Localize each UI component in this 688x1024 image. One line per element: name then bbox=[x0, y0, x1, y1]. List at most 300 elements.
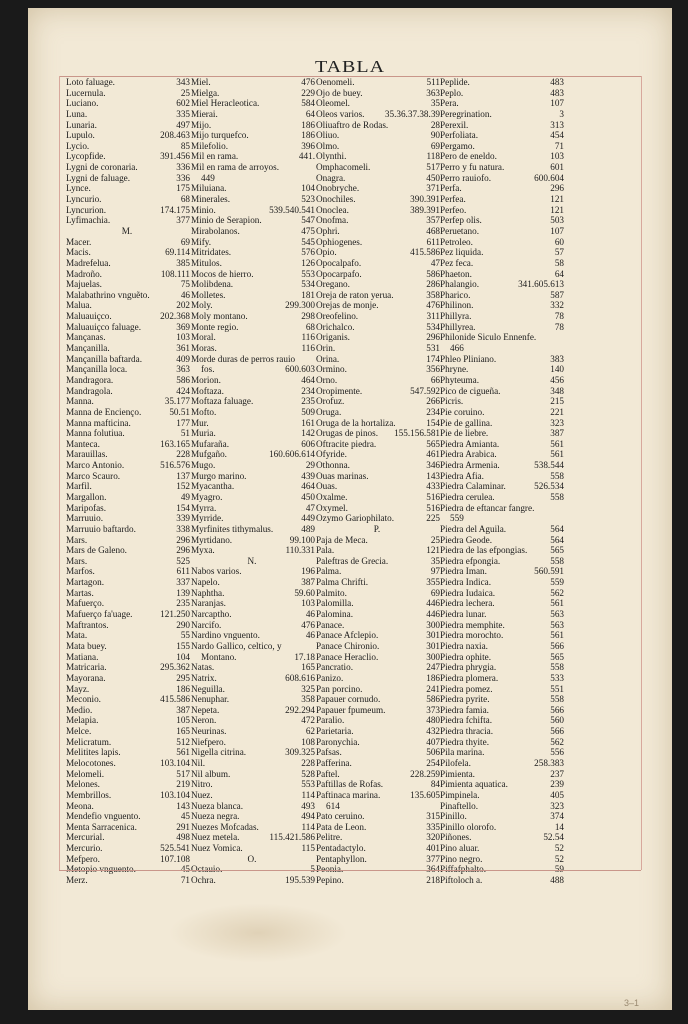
entry-term: Mitridates. bbox=[191, 247, 232, 258]
entry-page-ref: 186 bbox=[176, 683, 190, 694]
entry-page-ref: 228 bbox=[301, 758, 315, 768]
index-entry bbox=[66, 290, 190, 301]
entry-page-ref: 566 bbox=[550, 640, 564, 651]
entry-page-ref: 538.544 bbox=[534, 460, 564, 471]
index-entry bbox=[440, 120, 564, 131]
index-entry bbox=[66, 747, 190, 758]
index-entry bbox=[316, 460, 440, 471]
entry-page-ref: 14 bbox=[554, 821, 564, 832]
entry-page-ref: 139 bbox=[176, 587, 190, 598]
entry-term: Mierai. bbox=[191, 108, 218, 119]
entry-term: Melones. bbox=[66, 779, 100, 790]
entry-term: Ofyride. bbox=[316, 449, 347, 460]
index-entry bbox=[316, 801, 440, 812]
index-entry bbox=[191, 471, 315, 482]
index-entry bbox=[316, 215, 440, 226]
index-entry bbox=[440, 630, 564, 641]
entry-term: Panace. bbox=[316, 619, 345, 630]
index-entry bbox=[316, 439, 440, 450]
index-entry bbox=[440, 290, 564, 301]
entry-term: Maluauiçco. bbox=[66, 311, 112, 322]
index-entry bbox=[440, 503, 564, 514]
index-entry bbox=[440, 449, 564, 460]
entry-page-ref: 103.104 bbox=[160, 758, 190, 768]
entry-term: Melicratum. bbox=[66, 736, 112, 747]
entry-term: Oruga de la hortaliza. bbox=[316, 417, 396, 428]
entry-term: Lycio. bbox=[66, 140, 90, 151]
index-entry bbox=[191, 779, 315, 790]
entry-term: Madrefelua. bbox=[66, 257, 111, 268]
entry-term: Perfeo. bbox=[440, 204, 467, 215]
entry-term: Pinillo olorofo. bbox=[440, 821, 497, 832]
entry-term: Nueza blanca. bbox=[191, 800, 244, 811]
folio-number: 3–1 bbox=[624, 998, 640, 1008]
entry-term: Melocotones. bbox=[66, 758, 116, 768]
entry-term: Nuez. bbox=[191, 789, 213, 800]
index-entry bbox=[191, 183, 315, 194]
index-entry bbox=[191, 88, 315, 99]
entry-term: Marco Antonio. bbox=[66, 460, 125, 471]
index-entry bbox=[66, 130, 190, 141]
index-entry bbox=[316, 684, 440, 695]
entry-term: 449 bbox=[201, 172, 215, 183]
index-entry bbox=[66, 588, 190, 599]
index-entry bbox=[66, 684, 190, 695]
entry-term: Meconio. bbox=[66, 694, 101, 705]
entry-term: Melitites lapis. bbox=[66, 747, 121, 758]
index-entry bbox=[440, 247, 564, 258]
entry-page-ref: 516 bbox=[426, 491, 440, 502]
entry-page-ref: 494 bbox=[301, 811, 315, 822]
entry-page-ref: 155.156.581 bbox=[394, 428, 440, 439]
entry-page-ref: 45 bbox=[180, 811, 190, 822]
entry-term: Peonia. bbox=[316, 864, 344, 875]
index-entry bbox=[440, 109, 564, 120]
entry-page-ref: 229 bbox=[301, 87, 315, 98]
entry-term: Macis. bbox=[66, 247, 91, 258]
entry-page-ref: 565 bbox=[550, 651, 564, 662]
index-entry bbox=[440, 843, 564, 854]
entry-term: Marfil. bbox=[66, 481, 92, 492]
entry-page-ref bbox=[188, 226, 190, 237]
entry-term: Palomilla. bbox=[316, 598, 354, 609]
entry-term: Moly. bbox=[191, 300, 213, 311]
index-entry bbox=[316, 577, 440, 588]
entry-term: Piedra Iudaica. bbox=[440, 587, 496, 598]
entry-term: Naranjas. bbox=[191, 598, 226, 609]
entry-term: Manna. bbox=[66, 396, 94, 407]
index-entry bbox=[440, 598, 564, 609]
entry-term: Myrtidano. bbox=[191, 534, 233, 545]
entry-page-ref: 560.591 bbox=[534, 566, 564, 577]
index-entry bbox=[316, 726, 440, 737]
entry-term: Martagon. bbox=[66, 577, 105, 588]
entry-page-ref bbox=[562, 343, 564, 354]
index-entry bbox=[440, 396, 564, 407]
index-entry bbox=[191, 269, 315, 280]
entry-page-ref: 480 bbox=[426, 715, 440, 726]
entry-page-ref: 215 bbox=[550, 396, 564, 407]
entry-term: Menta Sarracenica. bbox=[66, 821, 137, 832]
index-entry bbox=[66, 183, 190, 194]
entry-term: Molletes. bbox=[191, 289, 226, 300]
entry-term: Mars de Galeno. bbox=[66, 545, 127, 556]
index-entry bbox=[316, 428, 440, 439]
entry-term: Orugas de pinos. bbox=[316, 428, 379, 439]
entry-page-ref: 300 bbox=[426, 651, 440, 662]
index-entry bbox=[191, 428, 315, 439]
entry-term: Othonna. bbox=[316, 460, 350, 471]
entry-term: Martas. bbox=[66, 587, 94, 598]
index-entry bbox=[191, 439, 315, 450]
entry-page-ref: 450 bbox=[301, 491, 315, 502]
index-entry bbox=[191, 535, 315, 546]
index-entry bbox=[316, 588, 440, 599]
entry-page-ref: 600.603 bbox=[285, 364, 315, 375]
entry-term: Myagro. bbox=[191, 491, 223, 502]
entry-page-ref: 234 bbox=[426, 406, 440, 417]
entry-page-ref: 186 bbox=[301, 130, 315, 141]
index-entry bbox=[440, 428, 564, 439]
index-entry bbox=[66, 428, 190, 439]
entry-term: Lyncurion. bbox=[66, 204, 107, 215]
index-entry bbox=[440, 747, 564, 758]
entry-page-ref: 383 bbox=[550, 353, 564, 364]
entry-term: Onobryche. bbox=[316, 183, 360, 194]
entry-term: Origanis. bbox=[316, 332, 350, 343]
index-entry bbox=[440, 183, 564, 194]
entry-term: O. bbox=[247, 853, 257, 864]
entry-term: Myrra. bbox=[191, 502, 217, 513]
entry-term: Orofuz. bbox=[316, 396, 345, 407]
entry-term: N. bbox=[247, 555, 257, 566]
entry-term: Pie coruino. bbox=[440, 406, 485, 417]
index-entry bbox=[191, 566, 315, 577]
entry-page-ref: 358 bbox=[426, 289, 440, 300]
entry-page-ref: 103.104 bbox=[160, 789, 190, 800]
entry-page-ref: 25 bbox=[180, 87, 190, 98]
index-entry bbox=[440, 566, 564, 577]
entry-page-ref: 234 bbox=[301, 385, 315, 396]
entry-page-ref: 241 bbox=[426, 683, 440, 694]
entry-page-ref: 60 bbox=[554, 236, 564, 247]
entry-page-ref: 558 bbox=[550, 491, 564, 502]
entry-term: Mançanilla loca. bbox=[66, 364, 128, 375]
index-entry bbox=[66, 215, 190, 226]
index-entry bbox=[66, 726, 190, 737]
entry-term: Nil album. bbox=[191, 768, 231, 779]
index-entry bbox=[316, 77, 440, 88]
entry-page-ref: 103 bbox=[176, 332, 190, 343]
index-entry bbox=[316, 737, 440, 748]
entry-term: Mars. bbox=[66, 534, 88, 545]
entry-page-ref: 545 bbox=[301, 236, 315, 247]
entry-term: Lycopfide. bbox=[66, 151, 106, 162]
index-entry bbox=[316, 471, 440, 482]
entry-term: Orina. bbox=[316, 353, 340, 364]
index-entry bbox=[440, 641, 564, 652]
entry-page-ref: 356 bbox=[426, 364, 440, 375]
entry-term: Panace Chironio. bbox=[316, 640, 380, 651]
entry-page-ref: 405 bbox=[550, 789, 564, 800]
entry-term: Paja de Meca. bbox=[316, 534, 368, 545]
index-column-1 bbox=[66, 77, 190, 886]
index-entry bbox=[191, 715, 315, 726]
entry-page-ref: 534 bbox=[426, 321, 440, 332]
index-entry bbox=[66, 715, 190, 726]
entry-page-ref: 35 bbox=[430, 555, 440, 566]
index-entry bbox=[191, 545, 315, 556]
index-entry bbox=[66, 832, 190, 843]
entry-page-ref: 509 bbox=[301, 406, 315, 417]
index-entry bbox=[66, 269, 190, 280]
entry-page-ref: 239 bbox=[550, 779, 564, 790]
entry-term: Piedra Geode. bbox=[440, 534, 493, 545]
entry-term: Piedra cerulea. bbox=[440, 491, 495, 502]
index-entry bbox=[66, 769, 190, 780]
entry-page-ref: 606 bbox=[301, 438, 315, 449]
index-entry bbox=[316, 418, 440, 429]
entry-page-ref: 104 bbox=[301, 183, 315, 194]
entry-term: Mijo turquefco. bbox=[191, 130, 249, 141]
entry-term: Piedra fchifta. bbox=[440, 715, 493, 726]
index-entry bbox=[191, 247, 315, 258]
index-entry bbox=[316, 279, 440, 290]
entry-term: Mil en rama de arroyos. bbox=[191, 162, 280, 173]
index-entry bbox=[316, 98, 440, 109]
entry-page-ref: 186 bbox=[301, 119, 315, 130]
index-entry bbox=[66, 492, 190, 503]
index-entry bbox=[191, 77, 315, 88]
entry-page-ref: 175 bbox=[176, 183, 190, 194]
index-entry bbox=[316, 662, 440, 673]
entry-page-ref: 332 bbox=[550, 300, 564, 311]
entry-page-ref: 121 bbox=[550, 204, 564, 215]
index-entry bbox=[66, 226, 190, 237]
index-entry bbox=[66, 439, 190, 450]
entry-page-ref: 58 bbox=[554, 257, 564, 268]
entry-term: Olmo. bbox=[316, 140, 340, 151]
index-entry bbox=[66, 279, 190, 290]
entry-page-ref: 600.604 bbox=[534, 172, 564, 183]
index-column-2 bbox=[191, 77, 315, 886]
entry-page-ref: 387 bbox=[301, 577, 315, 588]
entry-term: Loto faluage. bbox=[66, 77, 115, 87]
index-entry bbox=[316, 694, 440, 705]
entry-page-ref: 295.362 bbox=[160, 662, 190, 673]
entry-page-ref: 219 bbox=[176, 779, 190, 790]
index-entry bbox=[440, 343, 564, 354]
index-entry bbox=[440, 332, 564, 343]
entry-page-ref: 387 bbox=[176, 704, 190, 715]
index-entry bbox=[191, 769, 315, 780]
entry-page-ref: 424 bbox=[176, 385, 190, 396]
entry-page-ref: 563 bbox=[550, 609, 564, 620]
index-entry bbox=[191, 620, 315, 631]
entry-page-ref: 506 bbox=[426, 747, 440, 758]
entry-term: Pentaphyllon. bbox=[316, 853, 367, 864]
entry-term: Minio. bbox=[191, 204, 216, 215]
entry-page-ref: 611 bbox=[176, 566, 190, 577]
entry-term: Moftaza faluage. bbox=[191, 396, 254, 407]
index-entry bbox=[191, 226, 315, 237]
entry-page-ref bbox=[313, 641, 315, 652]
entry-page-ref: 498 bbox=[176, 832, 190, 843]
index-entry bbox=[440, 162, 564, 173]
index-entry bbox=[440, 471, 564, 482]
entry-page-ref: 337 bbox=[176, 577, 190, 588]
entry-page-ref: 186 bbox=[426, 672, 440, 683]
index-entry bbox=[66, 109, 190, 120]
index-entry bbox=[191, 130, 315, 141]
entry-page-ref: 116 bbox=[301, 343, 315, 354]
index-entry bbox=[66, 322, 190, 333]
index-entry bbox=[316, 407, 440, 418]
index-entry bbox=[191, 354, 315, 365]
index-entry bbox=[66, 162, 190, 173]
entry-page-ref: 46 bbox=[180, 289, 190, 300]
entry-term: Petroleo. bbox=[440, 236, 473, 247]
index-entry bbox=[316, 790, 440, 801]
entry-page-ref: 152 bbox=[176, 481, 190, 492]
entry-page-ref: 292.294 bbox=[285, 704, 315, 715]
entry-term: Piedra naxia. bbox=[440, 640, 488, 651]
entry-term: Napelo. bbox=[191, 577, 220, 588]
entry-term: Papauer fpumeum. bbox=[316, 704, 386, 715]
index-entry bbox=[191, 141, 315, 152]
entry-page-ref: 254 bbox=[426, 758, 440, 768]
entry-page-ref: 576 bbox=[301, 247, 315, 258]
entry-term: Pico de cigueña. bbox=[440, 385, 501, 396]
entry-page-ref: 286 bbox=[426, 279, 440, 290]
entry-term: P. bbox=[373, 523, 381, 534]
entry-page-ref: 361 bbox=[176, 343, 190, 354]
entry-page-ref: 49 bbox=[180, 491, 190, 502]
entry-term: Onofma. bbox=[316, 215, 349, 226]
entry-term: Paftel. bbox=[316, 768, 340, 779]
entry-page-ref: 90 bbox=[430, 130, 440, 141]
entry-term: Perfea. bbox=[440, 194, 466, 205]
index-entry bbox=[191, 407, 315, 418]
entry-page-ref: 299.300 bbox=[285, 300, 315, 311]
entry-page-ref: 511 bbox=[426, 77, 440, 87]
entry-page-ref: 560 bbox=[550, 715, 564, 726]
entry-page-ref: 562 bbox=[550, 736, 564, 747]
entry-term: Luciano. bbox=[66, 98, 99, 109]
entry-term: Pepino. bbox=[316, 875, 344, 886]
entry-page-ref: 534 bbox=[301, 279, 315, 290]
entry-term: Mars. bbox=[66, 555, 88, 566]
entry-term: Onochiles. bbox=[316, 194, 356, 205]
entry-page-ref: 525 bbox=[176, 555, 190, 566]
index-entry bbox=[316, 247, 440, 258]
entry-term: Mielga. bbox=[191, 87, 220, 98]
index-entry bbox=[316, 598, 440, 609]
entry-page-ref: 114 bbox=[301, 821, 315, 832]
index-entry bbox=[440, 215, 564, 226]
entry-term: Oleomel. bbox=[316, 98, 350, 109]
entry-term: Panace Afclepio. bbox=[316, 630, 379, 641]
entry-term: Panizo. bbox=[316, 672, 344, 683]
index-entry bbox=[66, 811, 190, 822]
entry-page-ref: 339 bbox=[176, 513, 190, 524]
entry-term: Piedra Amianta. bbox=[440, 438, 500, 449]
entry-page-ref: 551 bbox=[550, 683, 564, 694]
bottom-rule bbox=[59, 870, 641, 871]
entry-page-ref: 298 bbox=[301, 311, 315, 322]
entry-page-ref: 105 bbox=[176, 715, 190, 726]
entry-page-ref: 476 bbox=[426, 300, 440, 311]
entry-page-ref: 526.534 bbox=[534, 481, 564, 492]
index-entry bbox=[191, 705, 315, 716]
entry-page-ref: 533 bbox=[550, 672, 564, 683]
entry-term: Lygni de faluage. bbox=[66, 172, 131, 183]
entry-page-ref: 561 bbox=[176, 747, 190, 758]
entry-term: Niefpero. bbox=[191, 736, 226, 747]
index-entry bbox=[66, 141, 190, 152]
entry-term: Pie de gallina. bbox=[440, 417, 493, 428]
index-entry bbox=[316, 386, 440, 397]
entry-page-ref: 165 bbox=[301, 662, 315, 673]
entry-page-ref: 512 bbox=[176, 736, 190, 747]
index-entry bbox=[191, 173, 315, 184]
entry-term: Marfos. bbox=[66, 566, 95, 577]
entry-term: Piedra de las efpongias. bbox=[440, 545, 528, 556]
entry-page-ref: 355 bbox=[426, 577, 440, 588]
entry-page-ref: 51 bbox=[180, 428, 190, 439]
entry-page-ref: 52.54 bbox=[543, 832, 564, 843]
entry-term: Pergamo. bbox=[440, 140, 475, 151]
entry-page-ref: 69 bbox=[180, 236, 190, 247]
entry-page-ref: 296 bbox=[550, 183, 564, 194]
index-entry bbox=[191, 503, 315, 514]
entry-term: Onoclea. bbox=[316, 204, 349, 215]
entry-page-ref: 64 bbox=[554, 268, 564, 279]
index-entry bbox=[316, 322, 440, 333]
index-entry bbox=[66, 407, 190, 418]
entry-page-ref: 107.108 bbox=[160, 853, 190, 864]
index-entry bbox=[440, 737, 564, 748]
index-entry bbox=[66, 705, 190, 716]
index-entry bbox=[191, 556, 315, 567]
entry-page-ref bbox=[313, 854, 315, 865]
entry-page-ref: 338 bbox=[176, 523, 190, 534]
entry-term: Panace Heraclio. bbox=[316, 651, 379, 662]
entry-page-ref: 553 bbox=[301, 779, 315, 790]
entry-page-ref: 566 bbox=[550, 704, 564, 715]
entry-term: Paleftras de Grecia. bbox=[316, 555, 389, 566]
index-entry bbox=[191, 449, 315, 460]
entry-term: Lygni de coronaria. bbox=[66, 162, 138, 173]
entry-term: Oenomeli. bbox=[316, 77, 355, 87]
entry-page-ref: 296 bbox=[176, 545, 190, 556]
index-entry bbox=[440, 694, 564, 705]
index-entry bbox=[66, 354, 190, 365]
entry-page-ref: 586 bbox=[176, 374, 190, 385]
index-entry bbox=[66, 194, 190, 205]
entry-term: Piffafphalto. bbox=[440, 864, 487, 875]
index-entry bbox=[66, 652, 190, 663]
index-entry bbox=[66, 598, 190, 609]
index-entry bbox=[316, 205, 440, 216]
index-entry bbox=[316, 630, 440, 641]
entry-page-ref: 247 bbox=[426, 662, 440, 673]
entry-page-ref bbox=[562, 513, 564, 524]
entry-page-ref: 315 bbox=[426, 811, 440, 822]
entry-page-ref: 225 bbox=[426, 513, 440, 524]
entry-page-ref: 97 bbox=[430, 566, 440, 577]
entry-term: Myrride. bbox=[191, 513, 224, 524]
